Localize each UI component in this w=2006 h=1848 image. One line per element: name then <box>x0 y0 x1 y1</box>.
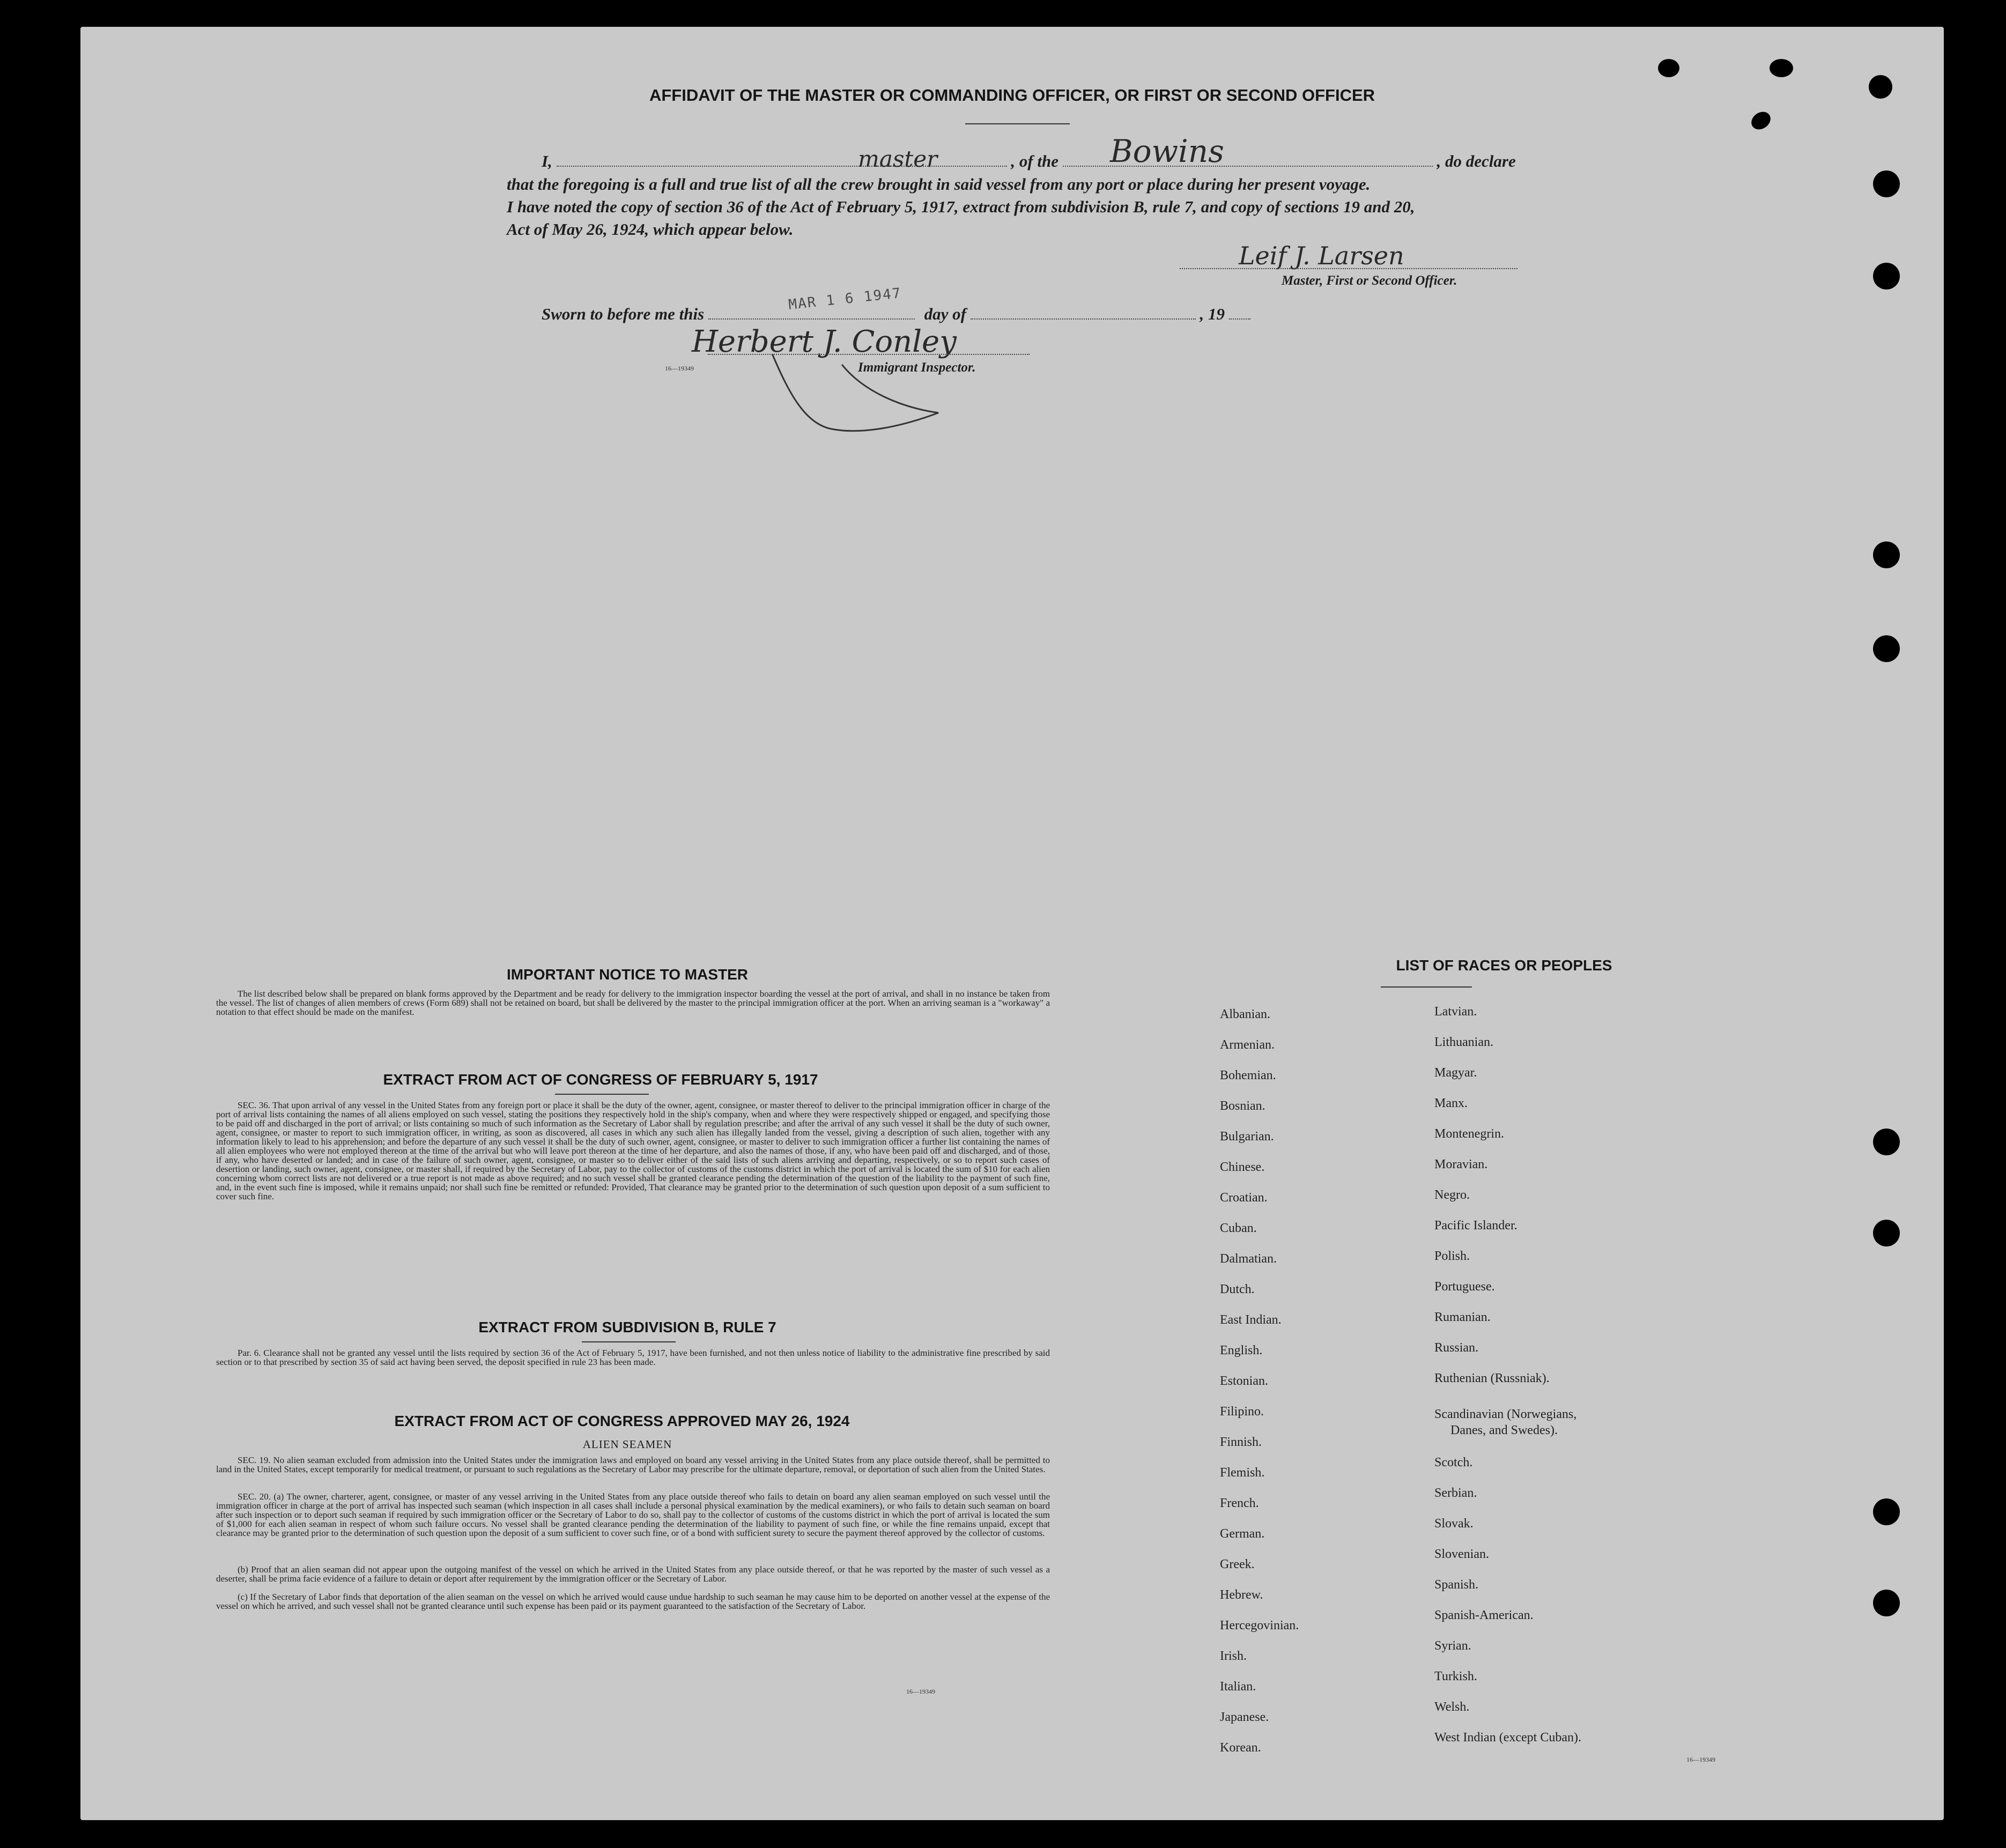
race-item: Spanish-American. <box>1434 1608 1534 1622</box>
handwritten-vessel: Bowins <box>1110 133 1224 169</box>
race-item: Polish. <box>1434 1249 1470 1263</box>
race-item: West Indian (except Cuban). <box>1434 1731 1581 1745</box>
extract-1924-title: EXTRACT FROM ACT OF CONGRESS APPROVED MAY 26, 1924 <box>394 1413 850 1429</box>
races-right-column <box>1434 1004 1581 1760</box>
extract-form-number: 16—19349 <box>906 1688 935 1695</box>
inspector-signature: Herbert J. Conley <box>692 324 957 359</box>
sworn-day-field <box>708 318 915 320</box>
punch-hole <box>1873 635 1900 662</box>
punch-hole <box>1873 170 1900 197</box>
race-item: Korean. <box>1220 1741 1261 1755</box>
punch-hole <box>1873 1220 1900 1246</box>
race-item: Lithuanian. <box>1434 1035 1493 1049</box>
race-item: Finnish. <box>1220 1435 1262 1449</box>
affidavit-line2: that the foregoing is a full and true list of all the crew brought in said vessel from any port or place during her present voyage. <box>507 175 1371 194</box>
race-item: French. <box>1220 1496 1259 1510</box>
sec20c-text: (c) If the Secretary of Labor finds that deportation of the alien seaman on the vessel on which he arrived would cause undue hardship to such seaman he may cause him to be deported on another vessel at the expense of the vessel on which he arrived, and such vessel shall not be granted clearance until such expense has been paid or its payment guaranteed to the satisfaction of the Secretary of Labor. <box>216 1592 1050 1611</box>
do-declare-text: , do declare <box>1437 152 1516 170</box>
race-item: Latvian. <box>1434 1005 1477 1019</box>
race-item: Chinese. <box>1220 1160 1265 1174</box>
extract-1917-rule <box>555 1094 649 1095</box>
race-item: Croatian. <box>1220 1191 1268 1205</box>
day-of-text: day of <box>924 305 966 323</box>
race-item: Syrian. <box>1434 1639 1471 1653</box>
race-item: Spanish. <box>1434 1578 1479 1592</box>
race-item: Danes, and Swedes). <box>1450 1423 1558 1437</box>
notice-title: IMPORTANT NOTICE TO MASTER <box>506 966 749 983</box>
race-item: Manx. <box>1434 1096 1468 1110</box>
races-left-column <box>1220 1006 1299 1770</box>
punch-hole <box>1873 541 1900 568</box>
punch-hole <box>1873 263 1900 290</box>
race-item: Moravian. <box>1434 1157 1488 1171</box>
subdivision-b-text: Par. 6. Clearance shall not be granted any vessel until the lists required by section 36 of the Act of February 5, 1917, have been furnished, and not then unless notice of liability to the administrative fine prescribed by said section or to that prescribed by section 35 of said act having been served, the deposit specified in rule 23 has been made. <box>216 1348 1050 1367</box>
master-signature-line <box>1180 268 1518 269</box>
race-item: Hercegovinian. <box>1220 1619 1299 1632</box>
master-signature-label: Master, First or Second Officer. <box>1282 273 1457 288</box>
title-rule <box>965 123 1070 124</box>
race-item: Scandinavian (Norwegians, <box>1434 1407 1577 1421</box>
race-item: Albanian. <box>1220 1007 1270 1021</box>
race-item: Scotch. <box>1434 1456 1473 1470</box>
races-title: LIST OF RACES OR PEOPLES <box>1396 957 1612 974</box>
affidavit-line3: I have noted the copy of section 36 of the Act of February 5, 1917, extract from subdivision B, rule 7, and copy of sections 19 and 20, <box>507 197 1415 216</box>
alien-seamen-subtitle: ALIEN SEAMEN <box>582 1438 672 1451</box>
master-signature: Leif J. Larsen <box>1239 241 1404 270</box>
race-item: Irish. <box>1220 1649 1247 1663</box>
race-item: Rumanian. <box>1434 1310 1491 1324</box>
sec20a-text: SEC. 20. (a) The owner, charterer, agent, consignee, or master of any vessel arriving in the United States from any place outside thereof who fails to detain on board any alien seaman employed on such vessel until the immigration officer in charge at the port of arrival has inspected such seaman (which inspection in all cases shall include a personal physical examination by the medical examiners), or who fails to detain such seaman on board after such inspection or to deport such seaman if required by such immigration officer or the Secretary of Labor to do so, shall pay to the collector of customs of the customs district in which the port of arrival is located the sum of $1,000 for each alien seaman in respect of whom such failure occurs. No vessel shall be granted clearance pending the determination of the liability to payment of such fine, or while the fine remains unpaid, except that clearance may be granted prior to the determination of such question upon the deposit of a sum sufficient to cover such fine, or of a bond with sufficient surety to secure the payment thereof approved by the collector of customs. <box>216 1491 1050 1538</box>
extract-1917-text: SEC. 36. That upon arrival of any vessel in the United States from any foreign port or place it shall be the duty of the owner, agent, consignee, or master thereof to deliver to the principal immigration officer in charge of the port of arrival lists containing the names of all aliens employed on such vessel, stating the positions they respectively hold in the ship's company, when and where they were respectively shipped or engaged, and specifying those to be paid off and discharged in the port of arrival; or lists containing so much of such information as the Secretary of Labor shall by regulation prescribe; and after the arrival of any such vessel it shall be the duty of such owner, agent, consignee, or master to report to such immigration officer, in writing, as soon as discovered, all cases in which any such alien has illegally landed from the vessel, giving a description of such alien, together with any information likely to lead to his apprehension; and before the departure of any such vessel it shall be the duty of such owner, agent, consignee, or master to deliver to such immigration officer a further list containing the names of all alien employees who were not employed thereon at the time of the arrival but who will leave port thereon at the time of her departure, and also the names of those, if any, who have been paid off and discharged, and of those, if any, who have deserted or landed; and in case of the failure of such owner, agent, consignee, or master so to deliver either of the said lists of such aliens arriving and departing, respectively, or so to report such cases of desertion or landing, such owner, agent, consignee, or master shall, if required by the Secretary of Labor, pay to the collector of customs of the customs district in which the port of arrival is located the sum of $10 for each alien concerning whom correct lists are not delivered or a true report is not made as above required; and no such vessel shall be granted clearance pending the determination of the question of the liability to the payment of such fine, and, in the event such fine is imposed, while it remains unpaid; nor shall such fine be remitted or refunded: Provided, That clearance may be granted prior to the determination of such question upon deposit of a sum sufficient to cover such fine. <box>216 1100 1050 1201</box>
sec20b-text: (b) Proof that an alien seaman did not appear upon the outgoing manifest of the vessel on which he arrived in the United States from any place outside thereof, or that he was reported by the master of such vessel as a deserter, shall be prima facie evidence of a failure to detain or deport after requirement by the immigration officer or the Secretary of Labor. <box>216 1564 1050 1584</box>
race-item: Magyar. <box>1434 1066 1477 1080</box>
race-item: Ruthenian (Russniak). <box>1434 1371 1550 1385</box>
race-item: East Indian. <box>1220 1313 1282 1327</box>
race-item: Negro. <box>1434 1188 1470 1202</box>
race-item: Pacific Islander. <box>1434 1219 1518 1233</box>
race-item: Greek. <box>1220 1557 1255 1571</box>
punch-hole <box>1748 108 1774 133</box>
rank-field <box>557 166 1007 167</box>
sworn-month-field <box>971 318 1196 320</box>
sec19-text: SEC. 19. No alien seaman excluded from admission into the United States under the immigration laws and employed on board any vessel arriving in the United States from any place outside thereof, shall be permitted to land in the United States, except temporarily for medical treatment, or pursuant to such regulations as the Secretary of Labor may prescribe for the ultimate departure, removal, or deportation of such alien from the United States. <box>216 1455 1050 1474</box>
punch-hole <box>1770 59 1793 77</box>
race-item: Turkish. <box>1434 1669 1477 1683</box>
race-item: Hebrew. <box>1220 1588 1263 1602</box>
race-item: German. <box>1220 1527 1265 1541</box>
of-the-text: , of the <box>1011 152 1059 170</box>
race-item: Montenegrin. <box>1434 1127 1504 1141</box>
race-item: Bulgarian. <box>1220 1130 1274 1144</box>
race-item: Filipino. <box>1220 1405 1264 1419</box>
affidavit-title: AFFIDAVIT OF THE MASTER OR COMMANDING OFFICER, OR FIRST OR SECOND OFFICER <box>649 86 1375 105</box>
punch-hole <box>1873 1129 1900 1155</box>
year-prefix: , 19 <box>1200 305 1225 323</box>
sworn-line <box>542 305 1250 324</box>
race-item: Bohemian. <box>1220 1068 1276 1082</box>
race-item: Armenian. <box>1220 1038 1275 1052</box>
punch-hole <box>1869 75 1892 99</box>
punch-hole <box>1873 1498 1900 1525</box>
race-item: Slovak. <box>1434 1517 1474 1531</box>
subdivision-b-rule <box>582 1341 676 1342</box>
race-item: English. <box>1220 1344 1263 1357</box>
date-stamp: MAR 1 6 1947 <box>788 285 902 313</box>
handwritten-rank: master <box>858 146 938 172</box>
race-item: Portuguese. <box>1434 1280 1495 1294</box>
race-item: Italian. <box>1220 1680 1256 1694</box>
form-page <box>80 27 1944 1820</box>
punch-hole <box>1873 1590 1900 1616</box>
inspector-label: Immigrant Inspector. <box>858 360 976 375</box>
affidavit-line1 <box>542 152 1516 171</box>
year-field <box>1229 318 1250 320</box>
race-item: Dalmatian. <box>1220 1252 1277 1266</box>
i-prefix: I, <box>542 152 552 170</box>
race-item: Dutch. <box>1220 1282 1255 1296</box>
affidavit-form-number: 16—19349 <box>665 365 694 372</box>
race-item: Russian. <box>1434 1341 1479 1355</box>
race-item: Flemish. <box>1220 1466 1265 1480</box>
race-item: Japanese. <box>1220 1710 1269 1724</box>
sworn-prefix: Sworn to before me this <box>542 305 705 323</box>
inspector-signature-line <box>708 354 1030 355</box>
races-rule <box>1381 986 1472 988</box>
punch-hole <box>1658 59 1679 77</box>
races-form-number: 16—19349 <box>1686 1756 1715 1763</box>
race-item: Cuban. <box>1220 1221 1257 1235</box>
race-item: Estonian. <box>1220 1374 1268 1388</box>
race-item: Serbian. <box>1434 1486 1477 1500</box>
race-item: Slovenian. <box>1434 1547 1489 1561</box>
notice-text: The list described below shall be prepared on blank forms approved by the Department and be ready for delivery to the immigration inspector boarding the vessel at the port of arrival, and shall in no instance be taken from the vessel. The list of changes of alien members of crews (Form 689) shall not be retained on board, but shall be delivered by the master to the principal immigration officer at the port. When an arriving seaman is a "workaway" a notation to that effect should be made on the manifest. <box>216 989 1050 1017</box>
race-item: Bosnian. <box>1220 1099 1265 1113</box>
subdivision-b-title: EXTRACT FROM SUBDIVISION B, RULE 7 <box>478 1319 776 1335</box>
race-item: Welsh. <box>1434 1700 1470 1714</box>
extract-1917-title: EXTRACT FROM ACT OF CONGRESS OF FEBRUARY 5, 1917 <box>383 1071 818 1088</box>
affidavit-line4: Act of May 26, 1924, which appear below. <box>507 220 794 239</box>
